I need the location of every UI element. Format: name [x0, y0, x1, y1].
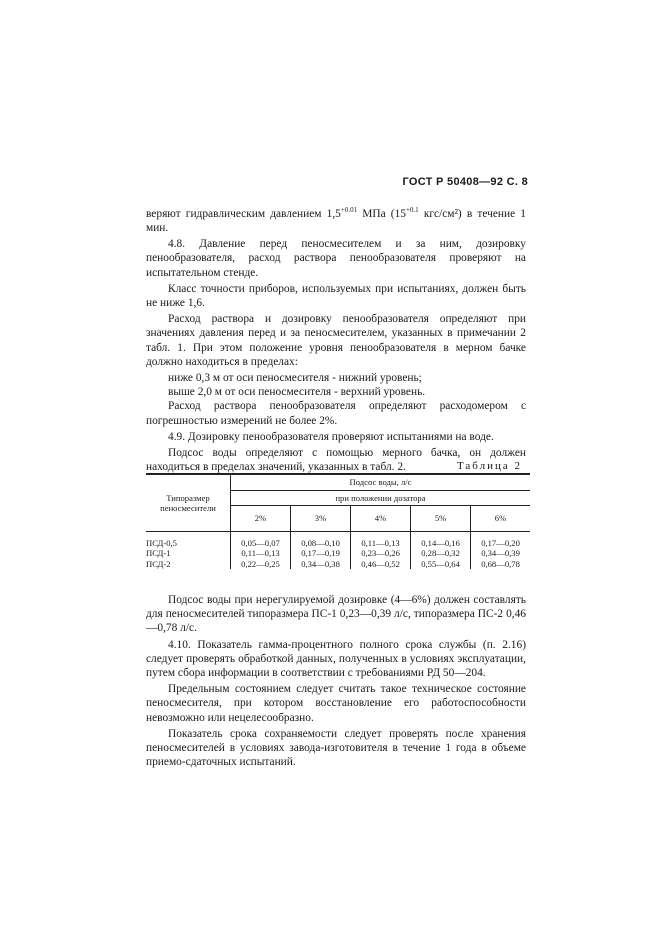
- table-row: [146, 559, 530, 570]
- cell: 0,34—0,38: [291, 559, 351, 570]
- cell: 0,11—0,13: [231, 548, 291, 559]
- row-label: ПСД-2: [146, 559, 231, 570]
- group-header: Подсос воды, л/с: [231, 474, 531, 490]
- cell: 0,11—0,13: [351, 538, 411, 549]
- paragraph: Подсос воды при нерегулируемой дозировке (4—6%) должен составлять для пеносмесителей типоразмера ПС-1 0,23—0,39 л/с, типоразмера ПС-2 0,46—0,78 л/с.: [146, 594, 526, 635]
- paragraph: 4.9. Дозировку пенообразователя проверяют испытаниями на воде.: [168, 430, 494, 443]
- cell: 0,68—0,78: [481, 558, 520, 569]
- data-table: [146, 473, 530, 569]
- paragraph: Показатель срока сохраняемости следует проверять после хранения пеносмесителей в условиях завода-изготовителя в течение 1 года в объеме приемо-сдаточных испытаний.: [146, 727, 526, 769]
- paragraph: Расход раствора и дозировку пенообразователя определяют при значениях давления перед и за пеносмесителем, указанных в примечании 2 табл. 1. При этом положение уровня пенообразователя в мерном бачке должно находиться в пределах:: [146, 313, 526, 368]
- row-label: ПСД-0,5: [146, 538, 231, 549]
- row-label: ПСД-1: [146, 548, 231, 559]
- cell: 0,05—0,07: [231, 538, 291, 549]
- text-block-bottom: [146, 593, 526, 771]
- cell: 0,22—0,25: [231, 559, 291, 570]
- col-header: 6%: [471, 506, 530, 532]
- table-row: [146, 548, 530, 559]
- cell: 0,46—0,52: [351, 559, 411, 570]
- paragraph: Подсос воды определяют с помощью мерного бачка, он должен находиться в пределах значений, указанных в табл. 2.: [146, 447, 526, 474]
- paragraph: веряют гидравлическим давлением $1,5^{+0.01}$ МПа ($15^{+0.1}$ кгс/см²) в течение 1 мин.: [146, 206, 526, 234]
- sub-header: при положении дозатора: [231, 490, 531, 506]
- cell: 0,55—0,64: [411, 559, 471, 570]
- col-header-type: Типоразмер пеносмесители: [146, 474, 231, 532]
- cell: 0,17—0,19: [291, 548, 351, 559]
- cell: 0,28—0,32: [411, 548, 471, 559]
- col-header: 4%: [351, 506, 411, 532]
- paragraph: Расход раствора пенообразователя определяют расходомером с погрешностью измерений не более 2%.: [146, 400, 526, 427]
- cell: 0,17—0,20: [481, 537, 520, 548]
- table-row: [146, 538, 530, 549]
- paragraph: 4.8. Давление перед пеносмесителем и за ним, дозировку пенообразователя, расход раствора пенообразователя проверяют на испытательном стенде.: [146, 238, 526, 279]
- cell: 0,23—0,26: [351, 548, 411, 559]
- cell: 0,14—0,16: [411, 538, 471, 549]
- cell: 0,34—0,39: [481, 548, 520, 558]
- col-header: 5%: [411, 506, 471, 532]
- paragraph: 4.10. Показатель гамма-процентного полного срока службы (п. 2.16) следует проверять обработкой данных, полученных в условиях эксплуатации, путем сбора информации в соответствии с требованиями РД 50—204.: [146, 638, 526, 680]
- list-line: ниже 0,3 м от оси пеносмесителя - нижний уровень;: [168, 372, 422, 385]
- paragraph: Предельным состоянием следует считать такое техническое состояние пеносмесителя, при котором восстановление его работоспособности невозможно или нецелесообразно.: [146, 683, 526, 724]
- col-header: 2%: [231, 506, 291, 532]
- table-caption: Таблица 2: [456, 460, 522, 472]
- list-line: выше 2,0 м от оси пеносмесителя - верхний уровень.: [168, 386, 426, 399]
- paragraph: Класс точности приборов, используемых при испытаниях, должен быть не ниже 1,6.: [146, 282, 526, 310]
- col-header: 3%: [291, 506, 351, 532]
- text-block-top: [146, 203, 526, 476]
- page-header: ГОСТ Р 50408—92 С. 8: [402, 176, 528, 188]
- cell: 0,08—0,10: [291, 538, 351, 549]
